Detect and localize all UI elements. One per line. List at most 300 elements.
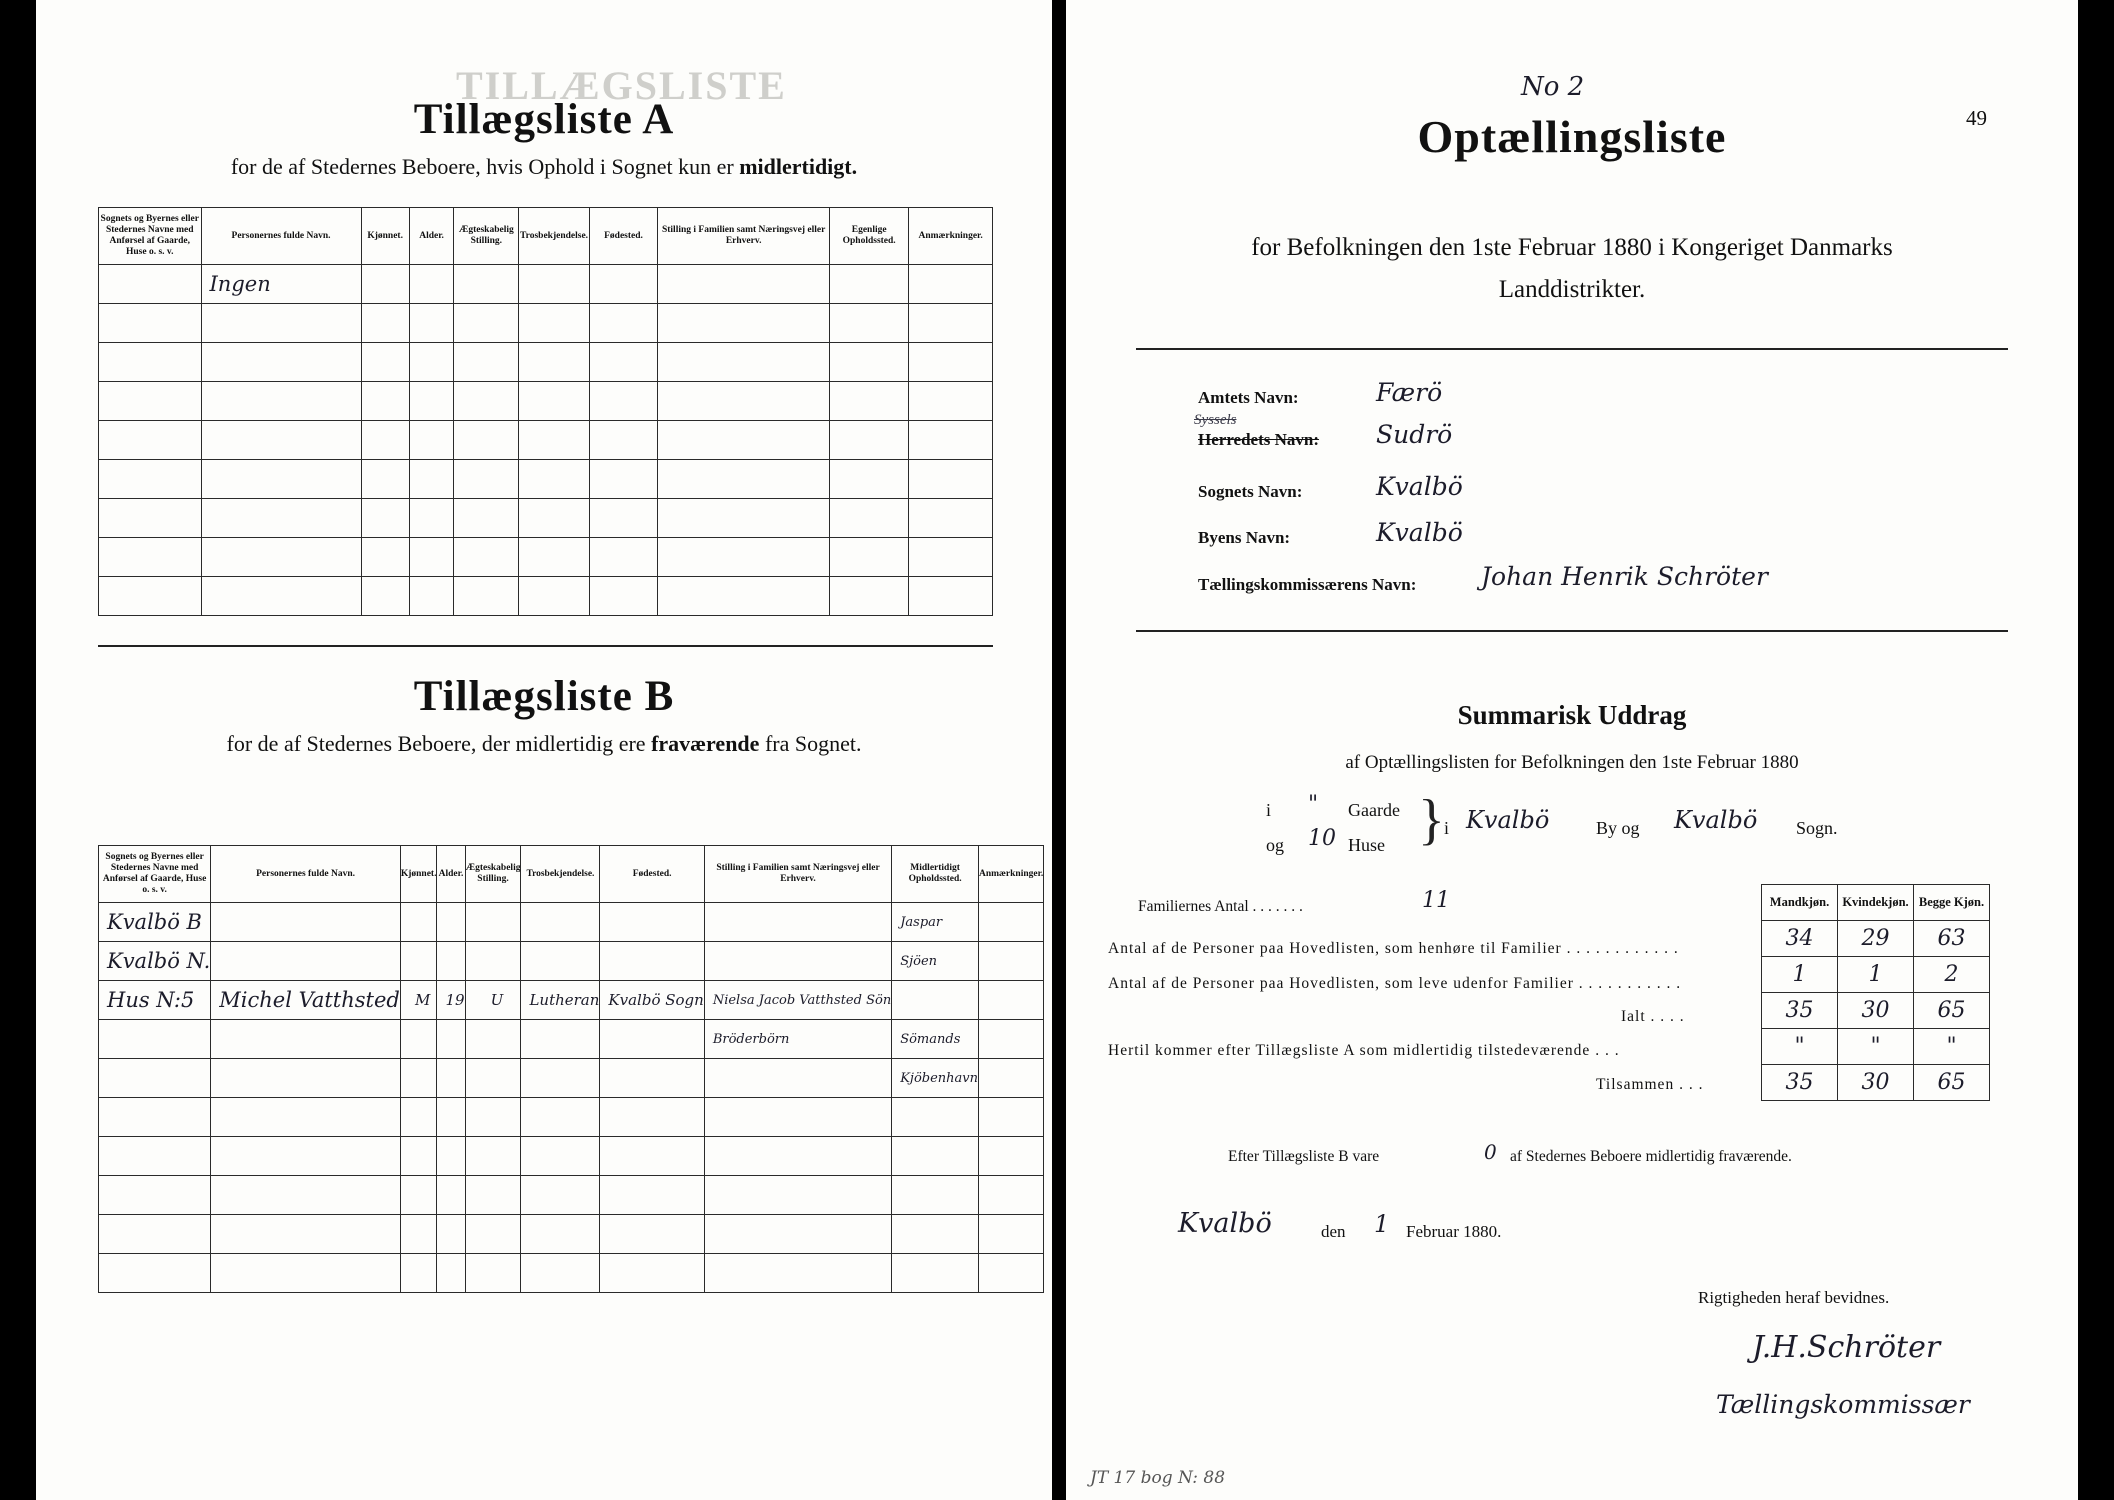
col-birthplace: Fødested.: [600, 846, 704, 903]
cell-sex: [400, 1215, 437, 1254]
cell-sex: [361, 538, 409, 577]
list-b-title: Tillægsliste B: [413, 673, 675, 720]
cell-age: [409, 382, 454, 421]
cell-name: [211, 1098, 401, 1137]
cell-sex: [361, 577, 409, 616]
syssel-label-struck: Syssels: [1194, 412, 1237, 428]
signature: J.H.Schröter: [1752, 1330, 1941, 1365]
cell-sex: [361, 499, 409, 538]
list-b-subtitle: [36, 731, 1052, 757]
cell-residence: [830, 304, 909, 343]
optaellingsliste-title: Optællingsliste: [1417, 111, 1727, 162]
cell-sex: [400, 1059, 437, 1098]
cell-notes: [909, 577, 993, 616]
cell-both: 65: [1914, 1065, 1990, 1101]
cell-notes: [979, 1098, 1044, 1137]
table-row: [99, 577, 993, 616]
summary-row-label-2: Ialt . . . .: [1621, 1008, 1685, 1025]
cell-faith: [521, 1098, 600, 1137]
cell-marital: [465, 1020, 521, 1059]
cell-birthplace: [600, 942, 704, 981]
huse-count: 10: [1308, 826, 1336, 851]
table-row: [99, 1059, 1044, 1098]
cell-marital: [454, 460, 519, 499]
cell-position: [658, 538, 830, 577]
summary-row: [1762, 1029, 1990, 1065]
cell-position: [658, 343, 830, 382]
cell-faith: [519, 304, 590, 343]
cell-birthplace: [600, 1059, 704, 1098]
cell-age: [437, 1137, 465, 1176]
cell-sex: [400, 1176, 437, 1215]
cell-place: [99, 1098, 211, 1137]
list-a-subtitle: [36, 154, 1052, 180]
summary-row: [1762, 993, 1990, 1029]
cell-position: [658, 499, 830, 538]
cell-marital: [454, 382, 519, 421]
cell-women: ": [1838, 1029, 1914, 1065]
ghost-bleedthrough-text: TILLÆGSLISTE: [456, 63, 787, 108]
col-residence: Midlertidigt Opholdssted.: [892, 846, 979, 903]
cell-residence: [892, 1098, 979, 1137]
amt-value: Færö: [1376, 378, 1443, 407]
table-row: [99, 304, 993, 343]
cell-faith: [521, 942, 600, 981]
cell-marital: [465, 1098, 521, 1137]
cell-marital: U: [465, 981, 521, 1020]
cell-men: 35: [1762, 993, 1838, 1029]
cell-name: [211, 942, 401, 981]
cell-sex: M: [400, 981, 437, 1020]
col-name: Personernes fulde Navn.: [201, 208, 361, 265]
summary-row: [1762, 921, 1990, 957]
list-a-header-row: [99, 208, 993, 265]
col-place: Sognets og Byernes eller Stedernes Navne med Anførsel af Gaarde, Huse o. s. v.: [99, 208, 202, 265]
cell-position: [704, 1059, 891, 1098]
cell-notes: [909, 460, 993, 499]
cell-name: [201, 577, 361, 616]
col-sex: Kjønnet.: [361, 208, 409, 265]
cell-both: ": [1914, 1029, 1990, 1065]
cell-faith: [521, 1215, 600, 1254]
cell-notes: [909, 265, 993, 304]
cell-notes: [909, 343, 993, 382]
col-age: Alder.: [437, 846, 465, 903]
cell-age: [409, 421, 454, 460]
list-b-subtitle-bold: fraværende: [651, 731, 760, 756]
cell-name: [211, 1215, 401, 1254]
cell-both: 2: [1914, 957, 1990, 993]
cell-residence: [830, 499, 909, 538]
cell-men: 34: [1762, 921, 1838, 957]
cell-birthplace: [589, 265, 657, 304]
cell-faith: Lutheran: [521, 981, 600, 1020]
list-b-table: [98, 845, 1044, 1293]
cell-notes: [979, 903, 1044, 942]
cell-notes: [979, 1215, 1044, 1254]
divider-line-a: [98, 645, 993, 647]
cell-place: [99, 538, 202, 577]
summary-by-name: Kvalbö: [1466, 806, 1550, 834]
cell-position: Bröderbörn: [704, 1020, 891, 1059]
cell-position: [704, 903, 891, 942]
optaellingsliste-subtitle-1: for Befolkningen den 1ste Februar 1880 i Kongeriget Danmarks: [1251, 234, 1893, 261]
cell-faith: [519, 499, 590, 538]
cell-women: 30: [1838, 1065, 1914, 1101]
summary-row-label-4: Tilsammen . . .: [1596, 1076, 1704, 1093]
left-sheet: [36, 0, 1052, 1500]
cell-birthplace: [600, 1098, 704, 1137]
cell-position: [658, 460, 830, 499]
cell-faith: [519, 343, 590, 382]
gaarde-label: Gaarde: [1348, 800, 1400, 820]
page-number: 49: [1966, 106, 1987, 130]
summary-row-label-1: Antal af de Personer paa Hovedlisten, som leve udenfor Familier . . . . . . . . . . .: [1108, 975, 1682, 992]
col-men: Mandkjøn.: [1762, 885, 1838, 921]
cell-marital: [454, 304, 519, 343]
cell-birthplace: [589, 460, 657, 499]
table-row: [99, 421, 993, 460]
herred-value: Sudrö: [1376, 420, 1453, 449]
right-sheet: [1066, 0, 2078, 1500]
table-row: [99, 1020, 1044, 1059]
table-row: [99, 1176, 1044, 1215]
cell-birthplace: [600, 1137, 704, 1176]
list-a-table: [98, 207, 993, 616]
cell-residence: [830, 382, 909, 421]
col-position: Stilling i Familien samt Næringsvej eller Erhverv.: [704, 846, 891, 903]
sign-date: 1: [1374, 1210, 1390, 1238]
table-row: [99, 538, 993, 577]
cell-birthplace: [589, 304, 657, 343]
table-row: [99, 343, 993, 382]
cell-place: [99, 1215, 211, 1254]
cell-faith: [519, 382, 590, 421]
sign-month-year: Februar 1880.: [1406, 1222, 1502, 1241]
cell-name: [201, 382, 361, 421]
archival-note: JT 17 bog N: 88: [1090, 1468, 1226, 1488]
cell-age: [409, 343, 454, 382]
sogn-value: Kvalbö: [1376, 472, 1463, 501]
cell-name: [211, 1137, 401, 1176]
cell-faith: [521, 1254, 600, 1293]
cell-sex: [400, 942, 437, 981]
cell-position: [704, 942, 891, 981]
cell-sex: [400, 1254, 437, 1293]
cell-place: [99, 1020, 211, 1059]
cell-residence: Sömands: [892, 1020, 979, 1059]
col-faith: Trosbekjendelse.: [521, 846, 600, 903]
cell-sex: [400, 1137, 437, 1176]
col-notes: Anmærkninger.: [909, 208, 993, 265]
cell-birthplace: [600, 1254, 704, 1293]
cell-birthplace: [600, 1215, 704, 1254]
optaellingsliste-subtitle-2: Landdistrikter.: [1498, 276, 1646, 303]
cell-faith: [519, 421, 590, 460]
footnote-post: af Stedernes Beboere midlertidig fraværende.: [1510, 1148, 1792, 1165]
summary-table-header-row: [1762, 885, 1990, 921]
cell-place: [99, 265, 202, 304]
list-b-subtitle-pre: for de af Stedernes Beboere, der midlertidig ere: [226, 731, 652, 756]
cell-place: [99, 343, 202, 382]
col-residence: Egenlige Opholdssted.: [830, 208, 909, 265]
cell-residence: [892, 1215, 979, 1254]
cell-place: [99, 382, 202, 421]
col-age: Alder.: [409, 208, 454, 265]
summary-sogn-name: Kvalbö: [1674, 806, 1758, 834]
cell-faith: [519, 265, 590, 304]
cell-notes: [979, 1176, 1044, 1215]
table-row: [99, 265, 993, 304]
cell-place: [99, 304, 202, 343]
by-pre-word: i: [1444, 818, 1450, 838]
cell-age: [437, 1059, 465, 1098]
cell-sex: [400, 1098, 437, 1137]
list-a-title: Tillægsliste A: [413, 96, 675, 143]
cell-age: [437, 1254, 465, 1293]
cell-birthplace: Kvalbö Sogn: [600, 981, 704, 1020]
cell-sex: [361, 304, 409, 343]
cell-residence: [892, 1176, 979, 1215]
cell-marital: [465, 942, 521, 981]
cell-marital: [465, 1254, 521, 1293]
cell-place: Kvalbö N.: [99, 942, 211, 981]
cell-sex: [361, 421, 409, 460]
den-word: den: [1321, 1222, 1346, 1241]
sogn-word: Sogn.: [1796, 818, 1838, 838]
cell-notes: [979, 1059, 1044, 1098]
cell-age: [437, 942, 465, 981]
cell-birthplace: [600, 903, 704, 942]
cell-position: [704, 1215, 891, 1254]
cell-name: [201, 421, 361, 460]
by-label: Byens Navn:: [1198, 528, 1291, 547]
table-row: [99, 1137, 1044, 1176]
cell-position: [658, 421, 830, 460]
cell-faith: [519, 577, 590, 616]
cell-notes: [909, 499, 993, 538]
cell-residence: Sjöen: [892, 942, 979, 981]
divider-line-mid: [1136, 630, 2008, 632]
cell-age: [409, 265, 454, 304]
cell-notes: [979, 1020, 1044, 1059]
summary-line1: af Optællingslisten for Befolkningen den 1ste Februar 1880: [1345, 752, 1799, 773]
col-both: Begge Kjøn.: [1914, 885, 1990, 921]
cell-birthplace: [589, 382, 657, 421]
cell-residence: [830, 343, 909, 382]
cell-place: [99, 1137, 211, 1176]
cell-men: ": [1762, 1029, 1838, 1065]
table-row: [99, 981, 1044, 1020]
cell-both: 65: [1914, 993, 1990, 1029]
cell-name: [211, 903, 401, 942]
cell-sex: [361, 343, 409, 382]
cell-age: 19: [437, 981, 465, 1020]
cell-notes: [909, 304, 993, 343]
cell-notes: [979, 981, 1044, 1020]
col-birthplace: Fødested.: [589, 208, 657, 265]
col-marital: Ægteskabelig Stilling.: [454, 208, 519, 265]
cell-residence: [830, 265, 909, 304]
cell-women: 1: [1838, 957, 1914, 993]
cell-position: [704, 1176, 891, 1215]
table-row: [99, 1098, 1044, 1137]
by-word: By og: [1596, 818, 1640, 838]
table-row: [99, 499, 993, 538]
cell-faith: [519, 538, 590, 577]
cell-residence: [830, 460, 909, 499]
list-number: No 2: [1521, 72, 1585, 102]
cell-marital: [454, 499, 519, 538]
col-notes: Anmærkninger.: [979, 846, 1044, 903]
cell-birthplace: [589, 499, 657, 538]
cell-name: [201, 538, 361, 577]
cell-notes: [979, 1137, 1044, 1176]
summary-table: [1761, 884, 1990, 1101]
cell-name: [201, 460, 361, 499]
cell-position: [658, 304, 830, 343]
cell-birthplace: [589, 577, 657, 616]
cell-residence: Kjöbenhavn: [892, 1059, 979, 1098]
divider-line-top: [1136, 348, 2008, 350]
cell-women: 29: [1838, 921, 1914, 957]
col-faith: Trosbekjendelse.: [519, 208, 590, 265]
cell-sex: [400, 903, 437, 942]
list-a-subtitle-pre: for de af Stedernes Beboere, hvis Ophold i Sognet kun er: [230, 154, 740, 179]
cell-age: [409, 577, 454, 616]
cell-name: [211, 1176, 401, 1215]
kommissaer-label: Tællingskommissærens Navn:: [1198, 575, 1417, 594]
list-b-subtitle-post: fra Sognet.: [759, 731, 862, 756]
cell-notes: [909, 421, 993, 460]
cell-name: [211, 1020, 401, 1059]
summary-row: [1762, 1065, 1990, 1101]
col-marital: Ægteskabelig Stilling.: [465, 846, 521, 903]
cell-place: [99, 499, 202, 538]
cell-name: Ingen: [201, 265, 361, 304]
cell-marital: [465, 1059, 521, 1098]
cell-age: [437, 1020, 465, 1059]
cell-residence: Jaspar: [892, 903, 979, 942]
cell-place: [99, 1059, 211, 1098]
cell-marital: [454, 577, 519, 616]
list-a-subtitle-bold: midlertidigt.: [739, 154, 858, 179]
summary-row-label-0: Antal af de Personer paa Hovedlisten, som henhøre til Familier . . . . . . . . . . . .: [1108, 940, 1679, 957]
cell-notes: [909, 382, 993, 421]
cell-age: [409, 304, 454, 343]
amt-label: Amtets Navn:: [1198, 388, 1299, 407]
cell-position: Nielsa Jacob Vatthsted Sön: [704, 981, 891, 1020]
cell-residence: [892, 1254, 979, 1293]
herred-label: Herredets Navn:: [1198, 430, 1320, 449]
cell-marital: [454, 265, 519, 304]
footnote-value: 0: [1484, 1140, 1497, 1164]
cell-age: [409, 460, 454, 499]
col-women: Kvindekjøn.: [1838, 885, 1914, 921]
cell-faith: [521, 1059, 600, 1098]
gaarde-i-word: i: [1266, 800, 1272, 820]
kommissaer-value: Johan Henrik Schröter: [1481, 562, 1768, 591]
table-row: [99, 382, 993, 421]
table-row: [99, 460, 993, 499]
table-row: [99, 942, 1044, 981]
col-position: Stilling i Familien samt Næringsvej eller Erhverv.: [658, 208, 830, 265]
summary-row: [1762, 957, 1990, 993]
table-row: [99, 903, 1044, 942]
cell-position: [704, 1098, 891, 1137]
cell-marital: [465, 903, 521, 942]
cell-place: [99, 1254, 211, 1293]
cell-position: [658, 265, 830, 304]
cell-age: [437, 903, 465, 942]
cell-name: [201, 304, 361, 343]
summary-row-label-3: Hertil kommer efter Tillægsliste A som midlertidig tilstedeværende . . .: [1108, 1042, 1620, 1059]
cell-birthplace: [589, 421, 657, 460]
cell-name: [201, 343, 361, 382]
list-b-header-row: [99, 846, 1044, 903]
cell-marital: [465, 1176, 521, 1215]
families-label: Familiernes Antal . . . . . . .: [1138, 898, 1303, 915]
cell-marital: [454, 421, 519, 460]
cell-women: 30: [1838, 993, 1914, 1029]
cell-sex: [361, 460, 409, 499]
list-a-title-block: [36, 95, 1052, 180]
cell-age: [437, 1098, 465, 1137]
cell-age: [437, 1215, 465, 1254]
cell-place: Hus N:5: [99, 981, 211, 1020]
sogn-label: Sognets Navn:: [1198, 482, 1303, 501]
col-name: Personernes fulde Navn.: [211, 846, 401, 903]
cell-place: [99, 460, 202, 499]
cell-name: [211, 1059, 401, 1098]
col-sex: Kjønnet.: [400, 846, 437, 903]
cell-name: Michel Vatthsted: [211, 981, 401, 1020]
cell-faith: [521, 1020, 600, 1059]
summary-title: Summarisk Uddrag: [1457, 700, 1687, 730]
cell-sex: [400, 1020, 437, 1059]
cell-faith: [521, 1137, 600, 1176]
table-row: [99, 1254, 1044, 1293]
cell-position: [704, 1137, 891, 1176]
cell-marital: [465, 1215, 521, 1254]
cell-position: [658, 577, 830, 616]
cell-name: [201, 499, 361, 538]
cell-notes: [979, 942, 1044, 981]
cell-birthplace: [589, 343, 657, 382]
cell-birthplace: [589, 538, 657, 577]
cell-faith: [519, 460, 590, 499]
cell-faith: [521, 1176, 600, 1215]
cell-birthplace: [600, 1020, 704, 1059]
families-value: 11: [1422, 888, 1450, 913]
cell-sex: [361, 265, 409, 304]
table-row: [99, 1215, 1044, 1254]
cell-residence: [830, 538, 909, 577]
cell-position: [658, 382, 830, 421]
cell-age: [437, 1176, 465, 1215]
gaarde-count: ": [1308, 792, 1319, 817]
cell-position: [704, 1254, 891, 1293]
huse-label: Huse: [1348, 835, 1385, 855]
signature-title: Tællingskommissær: [1716, 1390, 1970, 1419]
cell-men: 1: [1762, 957, 1838, 993]
cell-notes: [909, 538, 993, 577]
cell-marital: [454, 538, 519, 577]
footnote-pre: Efter Tillægsliste B vare: [1228, 1148, 1380, 1165]
cell-marital: [465, 1137, 521, 1176]
cell-age: [409, 538, 454, 577]
cell-residence: [830, 421, 909, 460]
